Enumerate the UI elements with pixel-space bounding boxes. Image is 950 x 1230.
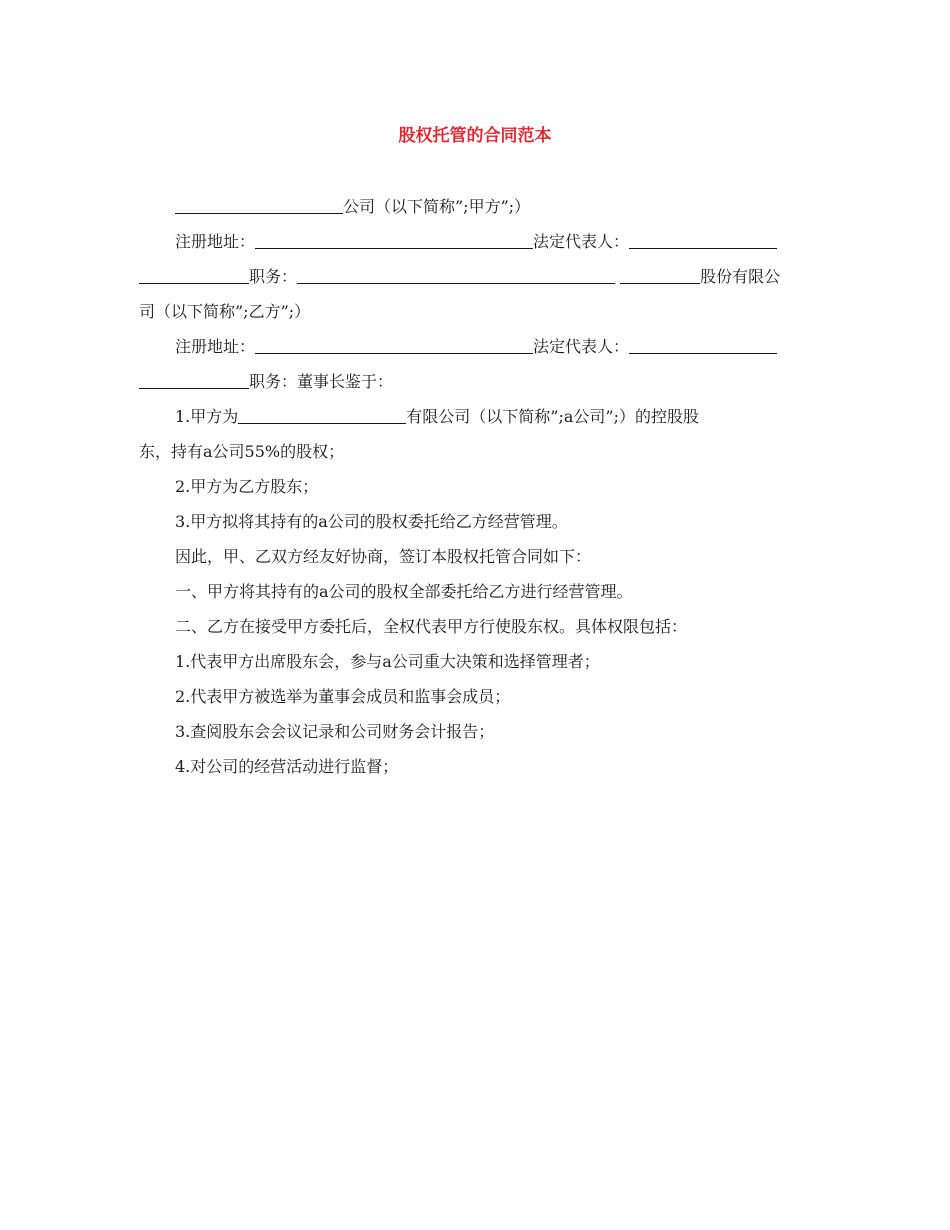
position-label: 职务： xyxy=(249,267,298,286)
recital-2: 2.甲方为乙方股东； xyxy=(175,477,319,496)
party-a-line xyxy=(139,189,811,224)
list-item: 2.代表甲方被选举为董事会成员和监事会成员； xyxy=(175,687,511,706)
party-b-label: 股份有限公 xyxy=(700,267,781,286)
list-item: 4.对公司的经营活动进行监督； xyxy=(175,757,399,776)
blank-field[interactable] xyxy=(139,265,249,284)
party-a-address-line xyxy=(139,224,811,259)
document-body xyxy=(139,189,811,784)
reg-address-label: 注册地址： xyxy=(175,337,256,356)
position-label: 职务：董事长鉴于： xyxy=(249,372,394,391)
party-a-position-line xyxy=(139,259,811,294)
blank-field[interactable] xyxy=(175,195,343,214)
blank-field[interactable] xyxy=(297,265,615,284)
blank-field[interactable] xyxy=(255,230,533,249)
reg-address-label: 注册地址： xyxy=(175,232,256,251)
recital-1 xyxy=(139,399,811,434)
recital-1-middle: 有限公司（以下简称”;a公司”;）的控股股 xyxy=(406,407,699,426)
recital-1-start: 1.甲方为 xyxy=(175,407,239,426)
party-b-address-line xyxy=(139,329,811,364)
recital-3: 3.甲方拟将其持有的a公司的股权委托给乙方经营管理。 xyxy=(175,512,568,531)
party-b-line xyxy=(139,294,811,329)
list-item: 1.代表甲方出席股东会，参与a公司重大决策和选择管理者； xyxy=(175,652,600,671)
clause-2: 二、乙方在接受甲方委托后，全权代表甲方行使股东权。具体权限包括： xyxy=(175,617,688,636)
intro-paragraph: 因此，甲、乙双方经友好协商，签订本股权托管合同如下： xyxy=(175,547,592,566)
blank-field[interactable] xyxy=(629,335,777,354)
clause-1: 一、甲方将其持有的a公司的股权全部委托给乙方进行经营管理。 xyxy=(175,582,633,601)
blank-field[interactable] xyxy=(139,370,249,389)
blank-field[interactable] xyxy=(629,230,777,249)
recital-1-cont: 东，持有a公司55%的股权； xyxy=(139,442,345,461)
blank-field[interactable] xyxy=(255,335,533,354)
legal-rep-label: 法定代表人： xyxy=(533,232,630,251)
party-b-position-line xyxy=(139,364,811,399)
list-item: 3.查阅股东会会议记录和公司财务会计报告； xyxy=(175,722,495,741)
party-a-label: 公司（以下简称”;甲方”;） xyxy=(343,197,531,216)
party-b-label-cont: 司（以下简称”;乙方”;） xyxy=(139,302,311,321)
blank-field[interactable] xyxy=(620,265,700,284)
blank-field[interactable] xyxy=(238,405,406,424)
legal-rep-label: 法定代表人： xyxy=(533,337,630,356)
document-title: 股权托管的合同范本 xyxy=(398,126,552,146)
